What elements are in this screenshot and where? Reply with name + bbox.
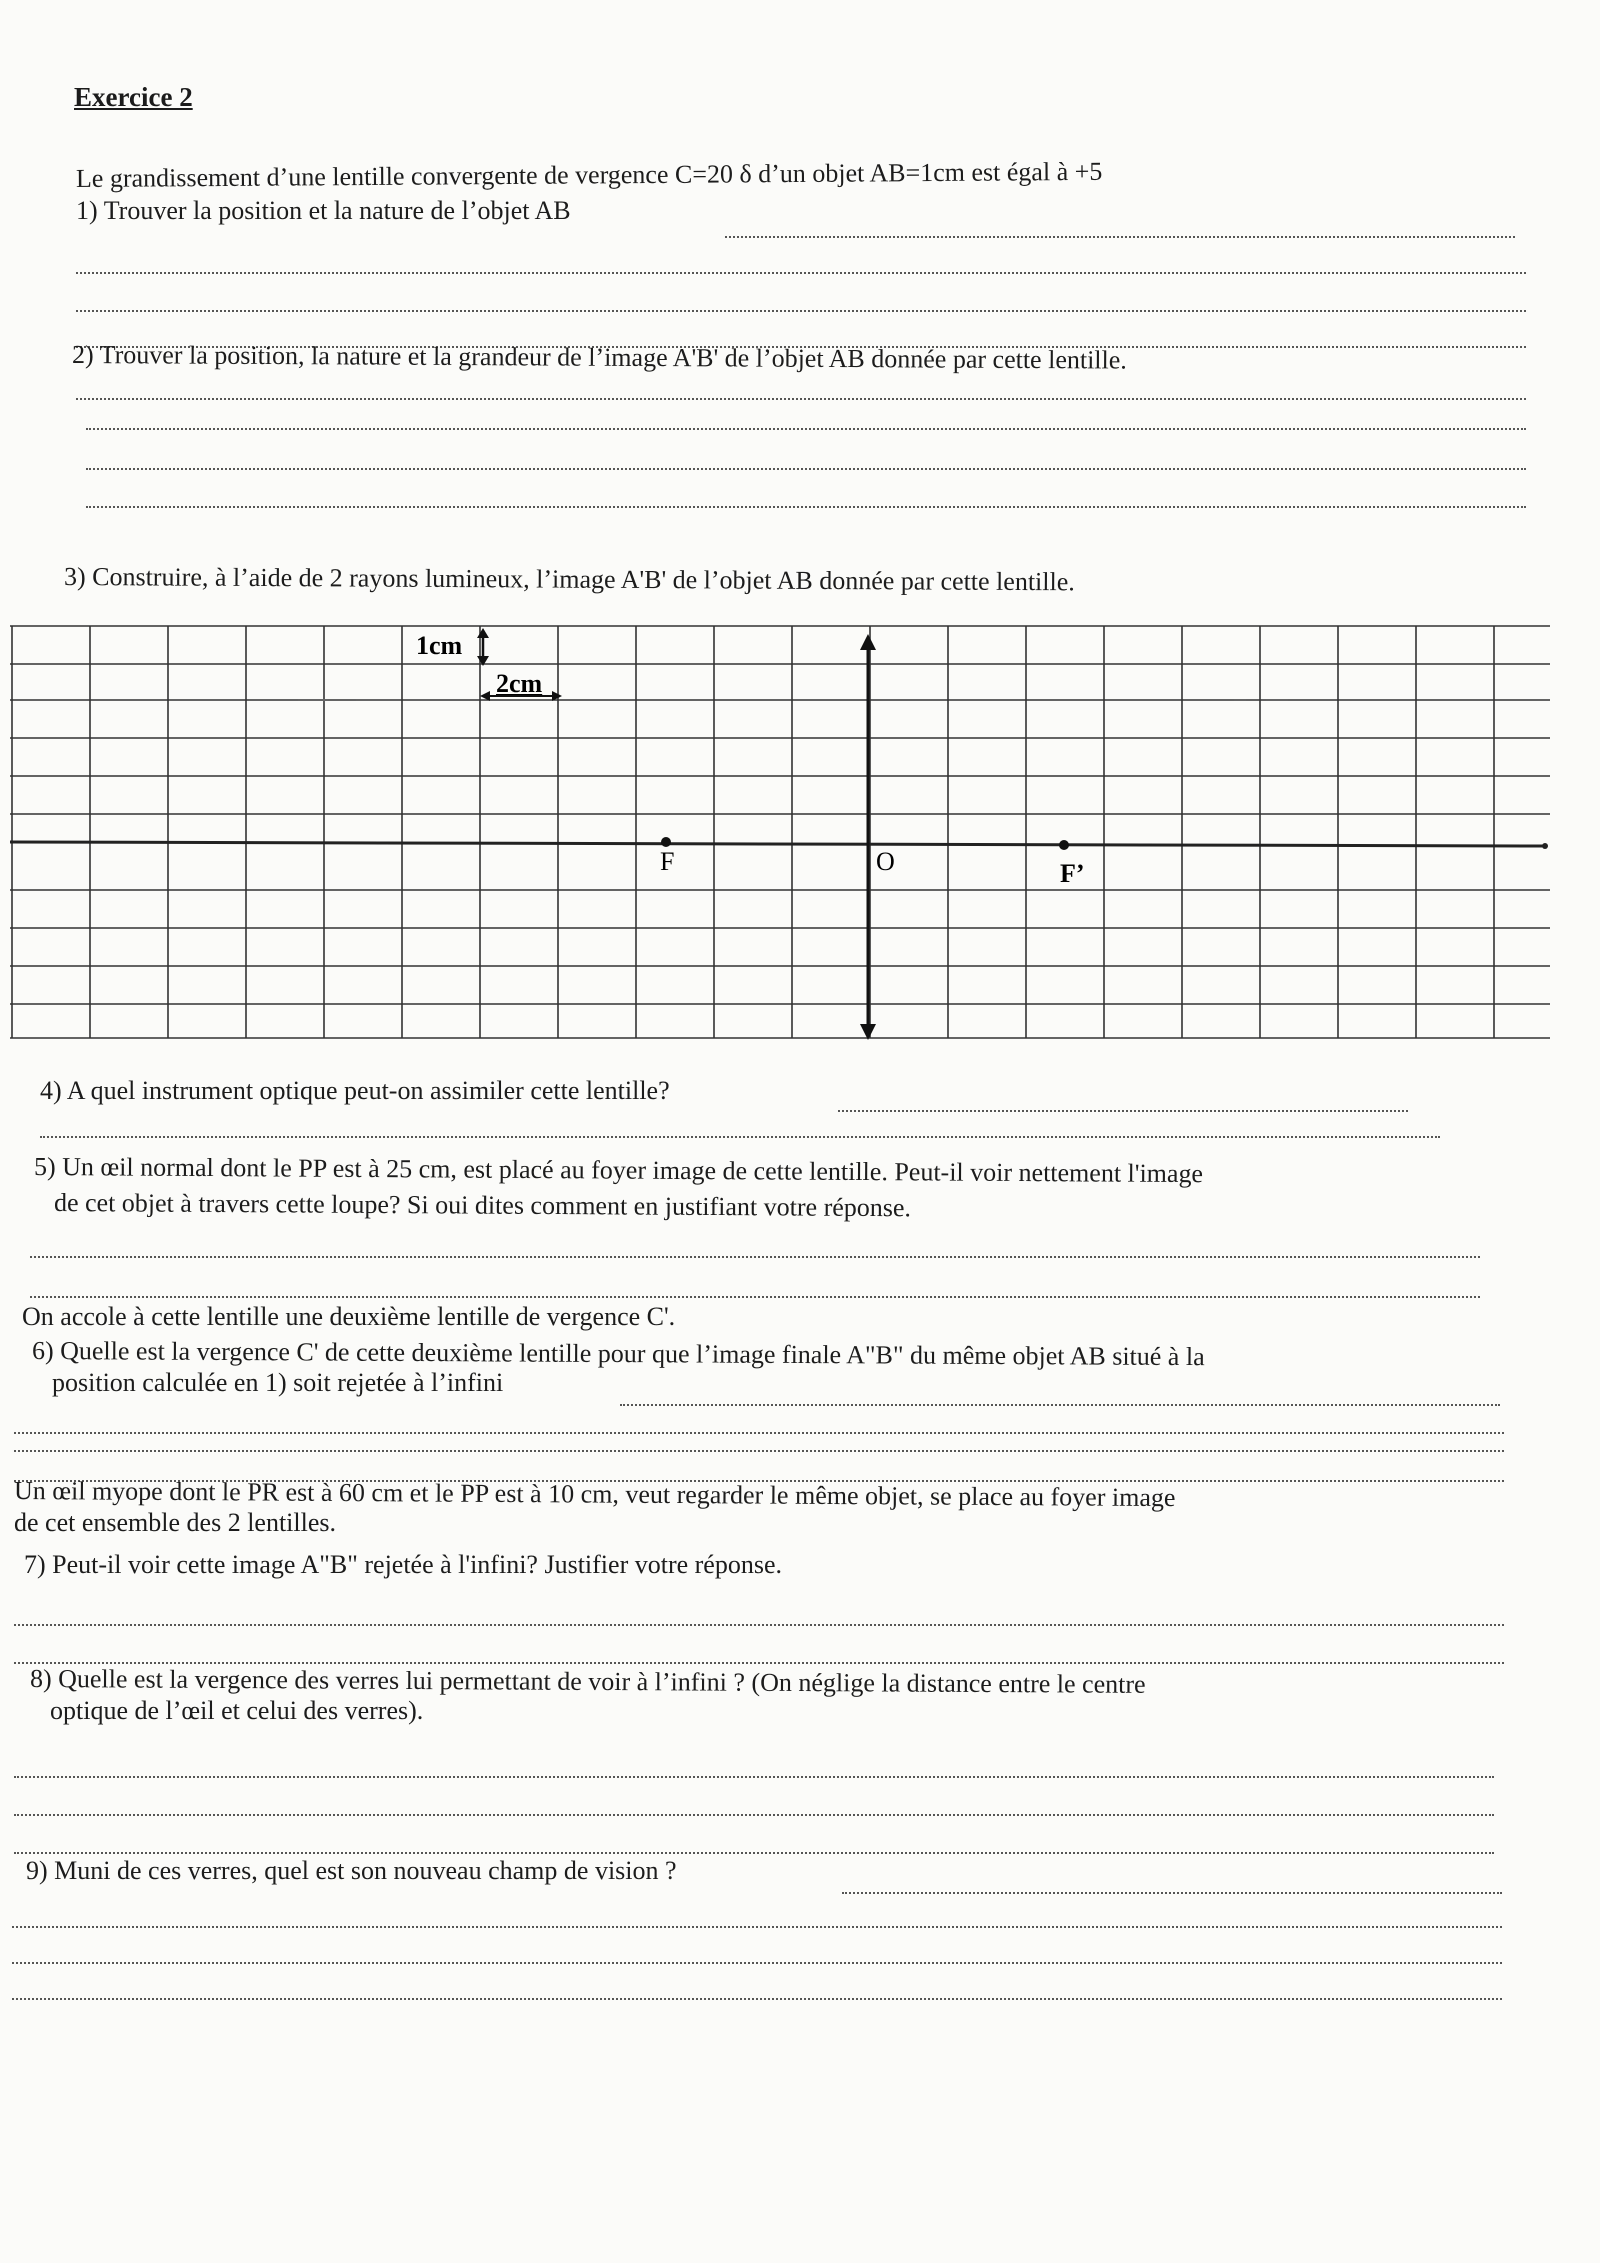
- focal-object-point: [661, 837, 671, 847]
- answer-line: [14, 1814, 1494, 1816]
- answer-line: [76, 272, 1526, 274]
- answer-line: [14, 1776, 1494, 1778]
- answer-line: [14, 1432, 1504, 1434]
- grid-lines: [10, 626, 1550, 1038]
- question-9: 9) Muni de ces verres, quel est son nouveau champ de vision ?: [26, 1856, 677, 1885]
- answer-line: [76, 310, 1526, 312]
- answer-line: [30, 1256, 1480, 1258]
- focal-image-label: F’: [1060, 859, 1085, 888]
- answer-line: [86, 428, 1526, 430]
- answer-line: [40, 1136, 1440, 1138]
- lens-top-arrow: [860, 634, 876, 650]
- statement-myope-line-1: Un œil myope dont le PR est à 60 cm et le PP est à 10 cm, veut regarder le même objet, se place au foyer image: [13, 1476, 1176, 1513]
- answer-line: [14, 1624, 1504, 1626]
- question-3: 3) Construire, à l’aide de 2 rayons lumineux, l’image A'B' de l’objet AB donnée par cette lentille.: [63, 562, 1075, 597]
- focal-image-point: [1059, 840, 1069, 850]
- axis-end-dot: [1542, 843, 1548, 849]
- scale-horizontal-label: 2cm: [496, 669, 543, 698]
- optical-axis: [10, 842, 1545, 846]
- answer-line: [86, 468, 1526, 470]
- answer-line: [86, 506, 1526, 508]
- optics-grid: [10, 620, 1550, 1065]
- answer-line: [14, 1852, 1494, 1854]
- question-8-line-1: 8) Quelle est la vergence des verres lui permettant de voir à l’infini ? (On néglige la distance entre le centre: [29, 1664, 1146, 1699]
- answer-line: [14, 1662, 1504, 1664]
- question-5-line-2: de cet objet à travers cette loupe? Si oui dites comment en justifiant votre réponse.: [53, 1188, 912, 1223]
- question-8-line-2: optique de l’œil et celui des verres).: [50, 1696, 424, 1725]
- answer-line: [30, 1296, 1480, 1298]
- answer-line: [838, 1110, 1408, 1112]
- question-5-line-1: 5) Un œil normal dont le PP est à 25 cm, est placé au foyer image de cette lentille. Peut-il voir nettement l'image: [33, 1152, 1204, 1189]
- question-2: 2) Trouver la position, la nature et la grandeur de l’image A'B' de l’objet AB donnée par cette lentille.: [71, 340, 1127, 375]
- statement-second-lens: On accole à cette lentille une deuxième lentille de vergence C'.: [22, 1302, 676, 1331]
- grid-svg: [10, 620, 1550, 1060]
- answer-line: [12, 1998, 1502, 2000]
- statement-myope-line-2: de cet ensemble des 2 lentilles.: [14, 1508, 337, 1537]
- scale-vertical-label: 1cm: [416, 631, 463, 660]
- answer-line: [842, 1892, 1502, 1894]
- answer-line: [12, 1962, 1502, 1964]
- question-7: 7) Peut-il voir cette image A"B" rejetée à l'infini? Justifier votre réponse.: [24, 1550, 782, 1579]
- question-4: 4) A quel instrument optique peut-on assimiler cette lentille?: [40, 1076, 670, 1105]
- intro-statement: Le grandissement d’une lentille convergente de vergence C=20 δ d’un objet AB=1cm est égal à +5: [75, 156, 1103, 193]
- scale-vertical-arrowhead-up: [477, 628, 489, 638]
- answer-line: [14, 1450, 1504, 1452]
- answer-line: [620, 1404, 1500, 1406]
- answer-line: [76, 398, 1526, 400]
- answer-line: [12, 1926, 1502, 1928]
- question-6-line-2: position calculée en 1) soit rejetée à l’infini: [52, 1368, 504, 1397]
- answer-line: [725, 236, 1515, 238]
- focal-object-label: F: [660, 847, 675, 876]
- exercise-title: Exercice 2: [74, 82, 193, 112]
- question-1: 1) Trouver la position et la nature de l’objet AB: [76, 196, 571, 225]
- question-6-line-1: 6) Quelle est la vergence C' de cette deuxième lentille pour que l’image finale A"B" du même objet AB situé à la: [31, 1336, 1205, 1372]
- center-label: O: [876, 847, 895, 876]
